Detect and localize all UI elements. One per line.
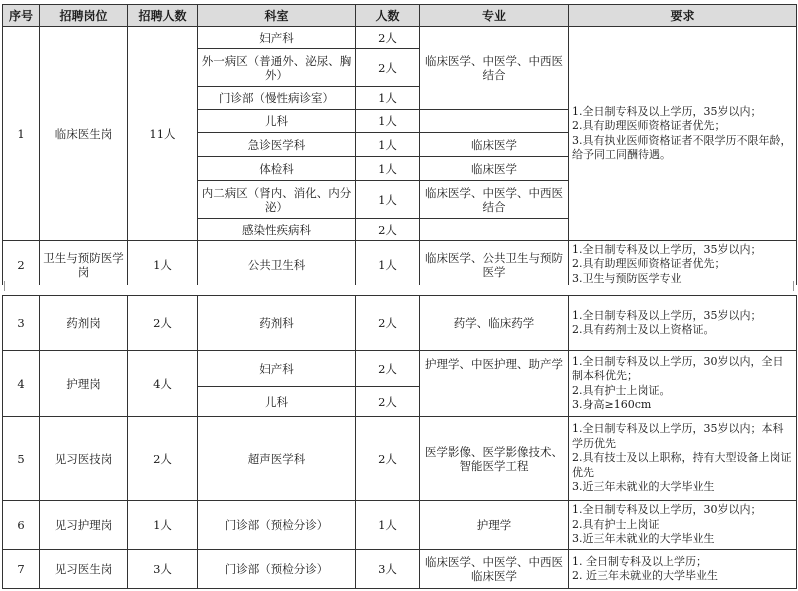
num-cell: 1人	[356, 181, 420, 219]
dept-cell: 体检科	[198, 157, 356, 181]
req-line: 3.具有执业医师资格证者不限学历不限年龄，给予同工同酬待遇。	[572, 133, 792, 161]
dept-cell: 儿科	[198, 387, 356, 417]
req-line: 3.近三年未就业的大学毕业生	[572, 480, 715, 494]
major-cell: 护理学	[420, 501, 569, 550]
num-cell: 2人	[356, 351, 420, 387]
row-count: 2人	[128, 417, 198, 501]
num-cell: 3人	[356, 550, 420, 589]
table-row	[3, 417, 797, 501]
req-line: 2.具有助理医师资格证者优先；	[572, 257, 726, 271]
num-cell: 1人	[356, 501, 420, 550]
major-cell: 临床医学	[420, 133, 569, 157]
major-cell-empty	[420, 219, 569, 241]
row-count: 4人	[128, 351, 198, 417]
row-post: 卫生与预防医学岗	[40, 241, 128, 289]
header-dept: 科室	[198, 5, 356, 27]
num-cell: 1人	[356, 241, 420, 289]
num-cell: 2人	[356, 296, 420, 351]
header-post: 招聘岗位	[40, 5, 128, 27]
row-count: 1人	[128, 501, 198, 550]
num-cell: 1人	[356, 157, 420, 181]
recruitment-table-part1	[2, 4, 797, 289]
row-post: 护理岗	[40, 351, 128, 417]
req-line: 2.具有药剂士及以上资格证。	[572, 323, 715, 336]
req-cell	[569, 550, 797, 589]
row-no: 2	[3, 241, 40, 289]
req-line: 1.全日制专科及以上学历，35岁以内；	[572, 104, 762, 118]
table-row	[3, 296, 797, 351]
page-gap	[0, 285, 798, 295]
row-post: 药剂岗	[40, 296, 128, 351]
req-line: 2.具有护士上岗证	[572, 517, 660, 531]
header-no: 序号	[3, 5, 40, 27]
header-major: 专业	[420, 5, 569, 27]
req-line: 3.卫生与预防医学专业	[572, 271, 682, 285]
table-row	[3, 550, 797, 589]
req-cell	[569, 351, 797, 417]
req-line: 2.具有护士上岗证。	[572, 383, 671, 397]
num-cell: 2人	[356, 49, 420, 87]
num-cell: 2人	[356, 219, 420, 241]
req-line: 1.全日制专科及以上学历，35岁以内；本科学历优先	[572, 422, 784, 450]
req-cell	[569, 501, 797, 550]
table-header-row	[3, 5, 797, 27]
dept-cell: 药剂科	[198, 296, 356, 351]
dept-cell: 门诊部（慢性病诊室）	[198, 87, 356, 110]
dept-cell: 妇产科	[198, 27, 356, 49]
num-cell: 2人	[356, 387, 420, 417]
dept-cell: 超声医学科	[198, 417, 356, 501]
row-no: 7	[3, 550, 40, 589]
dept-cell: 妇产科	[198, 351, 356, 387]
req-line: 1. 全日制专科及以上学历；	[572, 554, 707, 568]
row-no: 4	[3, 351, 40, 417]
row-count: 11人	[128, 27, 198, 241]
row-post: 见习医技岗	[40, 417, 128, 501]
req-cell	[569, 296, 797, 351]
dept-cell: 外一病区（普通外、泌尿、胸外）	[198, 49, 356, 87]
req-cell	[569, 27, 797, 241]
req-line: 3.近三年未就业的大学毕业生	[572, 532, 715, 546]
num-cell: 1人	[356, 110, 420, 133]
dept-cell: 公共卫生科	[198, 241, 356, 289]
req-line: 1.全日制专科及以上学历，35岁以内；	[572, 242, 762, 256]
row-post: 见习医生岗	[40, 550, 128, 589]
req-line: 2. 近三年未就业的大学毕业生	[572, 569, 718, 582]
dept-cell: 门诊部（预检分诊）	[198, 501, 356, 550]
major-cell: 临床医学、中医学、中西医结合	[420, 181, 569, 219]
num-cell: 2人	[356, 417, 420, 501]
num-cell: 2人	[356, 27, 420, 49]
row-count: 2人	[128, 296, 198, 351]
recruitment-table-part2	[2, 295, 797, 589]
row-no: 1	[3, 27, 40, 241]
req-line: 2.具有技士及以上职称，持有大型设备上岗证优先	[572, 451, 792, 479]
major-cell: 医学影像、医学影像技术、智能医学工程	[420, 417, 569, 501]
table-row	[3, 351, 797, 387]
major-cell-empty	[420, 110, 569, 133]
major-cell: 临床医学、公共卫生与预防医学	[420, 241, 569, 289]
row-no: 3	[3, 296, 40, 351]
header-num: 人数	[356, 5, 420, 27]
header-count: 招聘人数	[128, 5, 198, 27]
major-cell: 临床医学、中医学、中西医结合	[420, 27, 569, 110]
table-row	[3, 27, 797, 49]
dept-cell: 急诊医学科	[198, 133, 356, 157]
table-row	[3, 241, 797, 289]
page-tick-left	[4, 281, 5, 291]
major-cell: 护理学、中医护理、助产学	[420, 351, 569, 417]
major-cell: 药学、临床药学	[420, 296, 569, 351]
num-cell: 1人	[356, 133, 420, 157]
row-no: 6	[3, 501, 40, 550]
row-count: 1人	[128, 241, 198, 289]
num-cell: 1人	[356, 87, 420, 110]
dept-cell: 儿科	[198, 110, 356, 133]
major-cell: 临床医学	[420, 157, 569, 181]
req-line: 2.具有助理医师资格证者优先；	[572, 119, 726, 132]
major-cell: 临床医学、中医学、中西医临床医学	[420, 550, 569, 589]
dept-cell: 内二病区（肾内、消化、内分泌）	[198, 181, 356, 219]
row-count: 3人	[128, 550, 198, 589]
table-row	[3, 501, 797, 550]
req-line: 3.身高≥160cm	[572, 398, 652, 411]
dept-cell: 感染性疾病科	[198, 219, 356, 241]
page-tick-right	[793, 281, 794, 291]
dept-cell: 门诊部（预检分诊）	[198, 550, 356, 589]
req-cell	[569, 417, 797, 501]
row-no: 5	[3, 417, 40, 501]
header-req: 要求	[569, 5, 797, 27]
req-cell	[569, 241, 797, 289]
req-line: 1.全日制专科及以上学历，30岁以内；	[572, 503, 762, 517]
req-line: 1.全日制专科及以上学历，30岁以内，全日制本科优先；	[572, 354, 784, 382]
row-post: 临床医生岗	[40, 27, 128, 241]
row-post: 见习护理岗	[40, 501, 128, 550]
req-line: 1.全日制专科及以上学历，35岁以内；	[572, 308, 762, 322]
